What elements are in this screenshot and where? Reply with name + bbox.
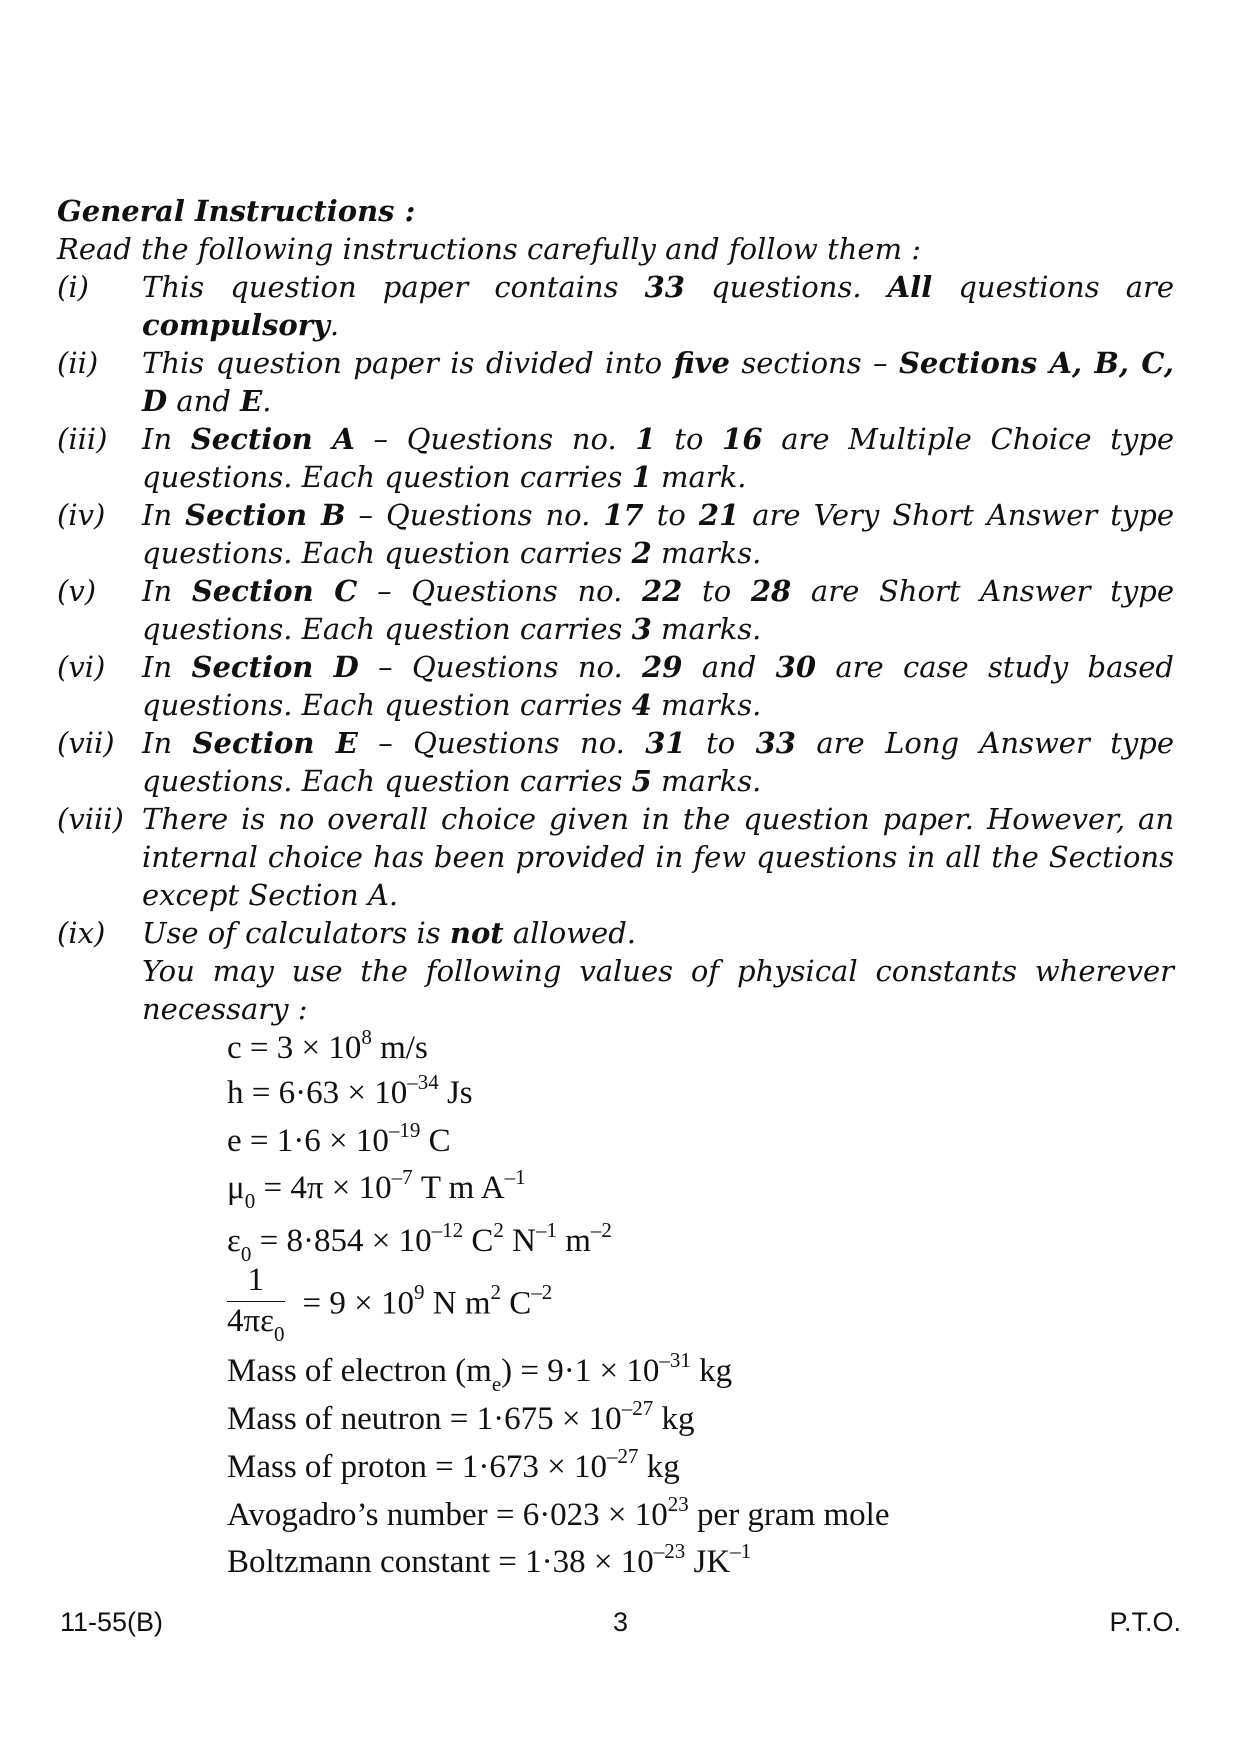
instruction-item: [57, 344, 1174, 420]
constant-planck: $h = 6\cdot 63 \times 10^{-34}$ Js: [227, 1070, 473, 1111]
instruction-item: [57, 724, 1174, 800]
item-number: (iii): [57, 422, 108, 456]
constant-proton-mass: Mass of proton = $1\cdot 673 \times 10^{-27}$ kg: [227, 1444, 680, 1485]
instruction-item: [57, 800, 1174, 914]
item-text: This question paper contains 33 questions. All questions are compulsory.: [142, 270, 1175, 342]
item-number: (viii): [57, 802, 124, 836]
general-instructions: [57, 192, 1174, 1028]
constant-boltzmann: Boltzmann constant = $1\cdot 38 \times 10^{-23}$ $JK^{-1}$: [227, 1539, 752, 1580]
item-text: This question paper is divided into five sections – Sections A, B, C, D and E.: [142, 346, 1174, 418]
instruction-item: [57, 572, 1174, 648]
page-number: 3: [612, 1607, 629, 1637]
constant-coulomb: $\frac{1}{4\pi\varepsilon_0}$ = $9 \times 10^9$ N $m^2$ $C^{-2}$: [227, 1263, 552, 1349]
item-text: Use of calculators is not allowed.: [142, 916, 636, 950]
instructions-intro: Read the following instructions carefully and follow them :: [57, 232, 922, 266]
item-text: In Section E – Questions no. 31 to 33 are Long Answer type questions. Each question carries 5 marks.: [142, 726, 1175, 798]
item-number: (iv): [57, 498, 106, 532]
instruction-item: [57, 268, 1174, 344]
constant-permittivity: $\varepsilon_0 = 8\cdot 854 \times 10^{-12}$ $C^2$ $N^{-1}$ $m^{-2}$: [227, 1218, 612, 1266]
coulomb-fraction: $\frac{1}{4\pi\varepsilon_0}$: [227, 1262, 285, 1346]
instructions-title: General Instructions :: [57, 194, 416, 228]
constants-intro: You may use the following values of physical constants wherever necessary :: [142, 954, 1174, 1026]
item-text: In Section A – Questions no. 1 to 16 are Multiple Choice type questions. Each question carries 1 mark.: [142, 422, 1174, 494]
constant-avogadro: Avogadro’s number = $6\cdot 023 \times 10^{23}$ per gram mole: [227, 1492, 890, 1533]
item-number: (v): [57, 574, 97, 608]
instruction-item: [57, 496, 1174, 572]
constant-speed-of-light: $c = 3 \times 10^8$ m/s: [227, 1025, 428, 1066]
item-text: In Section D – Questions no. 29 and 30 are case study based questions. Each question carries 4 marks.: [142, 650, 1174, 722]
constant-electron-mass: Mass of electron $(m_e) = 9\cdot 1 \times 10^{-31}$ kg: [227, 1348, 733, 1396]
item-text: In Section B – Questions no. 17 to 21 are Very Short Answer type questions. Each question carries 2 marks.: [142, 498, 1174, 570]
item-number: (vii): [57, 726, 115, 760]
item-number: (i): [57, 270, 89, 304]
item-number: (vi): [57, 650, 106, 684]
item-number: (ii): [57, 346, 99, 380]
instruction-item: [57, 648, 1174, 724]
constant-permeability: $\mu_0 = 4\pi \times 10^{-7}$ T m $A^{-1}$: [227, 1165, 526, 1213]
constant-electron-charge: $e = 1\cdot 6 \times 10^{-19}$ C: [227, 1118, 451, 1159]
instruction-item: [57, 914, 1174, 952]
instruction-item: [57, 420, 1174, 496]
item-text: There is no overall choice given in the question paper. However, an internal choice has been provided in few questions in all the Sections except Section A.: [142, 802, 1174, 912]
constant-neutron-mass: Mass of neutron = $1\cdot 675 \times 10^{-27}$ kg: [227, 1396, 695, 1437]
please-turn-over: P.T.O.: [1109, 1607, 1181, 1637]
paper-code: 11-55(B): [60, 1607, 164, 1637]
item-text: In Section C – Questions no. 22 to 28 are Short Answer type questions. Each question carries 3 marks.: [142, 574, 1174, 646]
item-number: (ix): [57, 916, 106, 950]
